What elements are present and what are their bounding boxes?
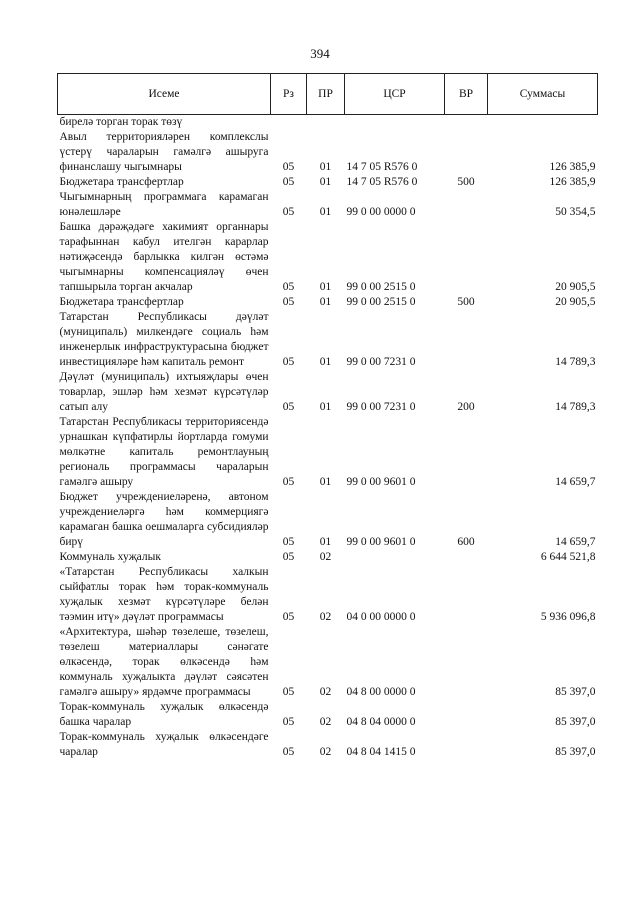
row-csr: 99 0 00 0000 0 [346, 206, 416, 218]
row-pr [307, 115, 345, 131]
row-rz: 05 [282, 476, 295, 488]
row-name: бирелә торган торак төзү [59, 116, 183, 128]
table-row [58, 175, 598, 190]
header-sum: Суммасы [488, 74, 598, 115]
row-pr: 01 [319, 161, 332, 173]
table-row [58, 730, 598, 760]
row-vr [445, 130, 488, 175]
row-sum: 85 397,0 [555, 716, 596, 728]
row-rz: 05 [282, 176, 295, 188]
row-sum [488, 115, 598, 131]
row-rz: 05 [282, 551, 295, 563]
table-row [58, 220, 598, 295]
row-name: Чыгымнарның программага карамаган юнәлешләре [59, 191, 269, 218]
header-name: Исеме [58, 74, 271, 115]
row-csr [345, 550, 445, 565]
row-sum: 14 789,3 [555, 401, 596, 413]
row-csr: 04 8 04 0000 0 [346, 716, 416, 728]
row-pr: 01 [319, 206, 332, 218]
row-name: Башка дәрәҗәдәге хакимият органнары тарафыннан кабул ителгән карарлар нәтиҗәсендә барлыкка килгән өстәмә чыгымнарны компенсацияләү өчен тапшырыла торган акчалар [59, 221, 269, 293]
row-name: Бюджетара трансфертлар [59, 296, 184, 308]
table-row [58, 550, 598, 565]
header-csr: ЦСР [345, 74, 445, 115]
table-row [58, 625, 598, 700]
row-name: Дәүләт (муниципаль) ихтыяҗлары өчен товарлар, эшләр һәм хезмәт күрсәтүләр сатып алу [59, 371, 269, 413]
table-row [58, 700, 598, 730]
row-pr: 02 [319, 611, 332, 623]
row-vr [445, 115, 488, 131]
row-csr: 99 0 00 7231 0 [346, 356, 416, 368]
row-vr [445, 625, 488, 700]
row-csr: 99 0 00 9601 0 [346, 536, 416, 548]
budget-table [57, 73, 598, 760]
row-pr: 02 [319, 686, 332, 698]
header-rz: Рз [271, 74, 307, 115]
row-rz: 05 [282, 161, 295, 173]
row-vr [445, 565, 488, 625]
table-row [58, 190, 598, 220]
row-pr: 01 [319, 401, 332, 413]
row-sum: 20 905,5 [555, 281, 596, 293]
row-rz: 05 [282, 536, 295, 548]
row-sum: 14 659,7 [555, 476, 596, 488]
row-rz: 05 [282, 356, 295, 368]
row-vr [445, 310, 488, 370]
row-sum: 6 644 521,8 [540, 551, 596, 563]
row-name: Коммуналь хуҗалык [59, 551, 161, 563]
row-name: Торак-коммуналь хуҗалык өлкәсендәге чаралар [59, 731, 269, 758]
row-pr: 02 [319, 746, 332, 758]
row-pr: 02 [319, 716, 332, 728]
table-row [58, 130, 598, 175]
row-rz: 05 [282, 296, 295, 308]
row-rz: 05 [282, 716, 295, 728]
row-rz: 05 [282, 611, 295, 623]
row-rz [271, 115, 307, 131]
table-row [58, 490, 598, 550]
row-csr: 04 8 00 0000 0 [346, 686, 416, 698]
row-vr [445, 220, 488, 295]
row-csr [345, 115, 445, 131]
row-name: Бюджетара трансфертлар [59, 176, 184, 188]
row-rz: 05 [282, 746, 295, 758]
table-row [58, 415, 598, 490]
row-sum: 14 789,3 [555, 356, 596, 368]
row-pr: 01 [319, 356, 332, 368]
row-csr: 04 8 04 1415 0 [346, 746, 416, 758]
row-sum: 126 385,9 [549, 176, 596, 188]
row-sum: 5 936 096,8 [540, 611, 596, 623]
row-rz: 05 [282, 206, 295, 218]
row-name: Торак-коммуналь хуҗалык өлкәсендә башка чаралар [59, 701, 269, 728]
row-pr: 02 [319, 551, 332, 563]
row-vr: 600 [457, 536, 475, 548]
row-vr [445, 415, 488, 490]
row-vr [445, 730, 488, 760]
table-header [58, 74, 598, 115]
row-vr: 500 [457, 296, 475, 308]
row-sum: 85 397,0 [555, 746, 596, 758]
header-vr: ВР [445, 74, 488, 115]
row-pr: 01 [319, 281, 332, 293]
row-name: Татарстан Республикасы территориясендә урнашкан күпфатирлы йортларда гомуми мөлкәтне капиталь ремонтлауның региональ программасы чараларын гамәлгә ашыру [59, 416, 269, 488]
row-pr: 01 [319, 536, 332, 548]
row-vr: 500 [457, 176, 475, 188]
row-name: Авыл территорияләрен комплекслы үстерү чараларын гамәлгә ашыруга финанслашу чыгымнары [59, 131, 269, 173]
table-body [58, 115, 598, 761]
row-vr: 200 [457, 401, 475, 413]
table-row [58, 370, 598, 415]
header-pr: ПР [307, 74, 345, 115]
row-rz: 05 [282, 281, 295, 293]
row-csr: 99 0 00 9601 0 [346, 476, 416, 488]
row-pr: 01 [319, 296, 332, 308]
table-row [58, 115, 598, 131]
row-vr [445, 550, 488, 565]
row-csr: 14 7 05 R576 0 [346, 161, 418, 173]
row-vr [445, 700, 488, 730]
row-name: «Архитектура, шәһәр төзелеше, төзелеш, төзелеш материаллары сәнәгате өлкәсендә, торак өлкәсендә һәм коммуналь хуҗалыкта дәүләт сәясәтен гамәлгә ашыру» ярдәмче программасы [59, 626, 269, 698]
row-rz: 05 [282, 401, 295, 413]
table-row [58, 310, 598, 370]
row-sum: 20 905,5 [555, 296, 596, 308]
table-row [58, 565, 598, 625]
row-csr: 04 0 00 0000 0 [346, 611, 416, 623]
page-number: 394 [310, 46, 330, 61]
row-sum: 50 354,5 [555, 206, 596, 218]
row-rz: 05 [282, 686, 295, 698]
row-vr [445, 190, 488, 220]
row-csr: 14 7 05 R576 0 [346, 176, 418, 188]
row-sum: 14 659,7 [555, 536, 596, 548]
row-csr: 99 0 00 7231 0 [346, 401, 416, 413]
row-name: «Татарстан Республикасы халкын сыйфатлы торак һәм торак-коммуналь хуҗалык хезмәт күрсәтүләре белән тәэмин итү» дәүләт программасы [59, 566, 269, 623]
row-sum: 85 397,0 [555, 686, 596, 698]
row-name: Бюджет учреждениеләренә, автоном учреждениеләргә һәм коммерциягә карамаган башка оешмаларга субсидияләр бирү [59, 491, 269, 548]
row-csr: 99 0 00 2515 0 [346, 281, 416, 293]
row-csr: 99 0 00 2515 0 [346, 296, 416, 308]
row-sum: 126 385,9 [549, 161, 596, 173]
row-pr: 01 [319, 476, 332, 488]
table-row [58, 295, 598, 310]
row-name: Татарстан Республикасы дәүләт (муниципаль) милкендәге социаль һәм инженерлык инфраструктурасына бюджет инвестицияләре һәм капиталь ремонт [59, 311, 269, 368]
row-pr: 01 [319, 176, 332, 188]
